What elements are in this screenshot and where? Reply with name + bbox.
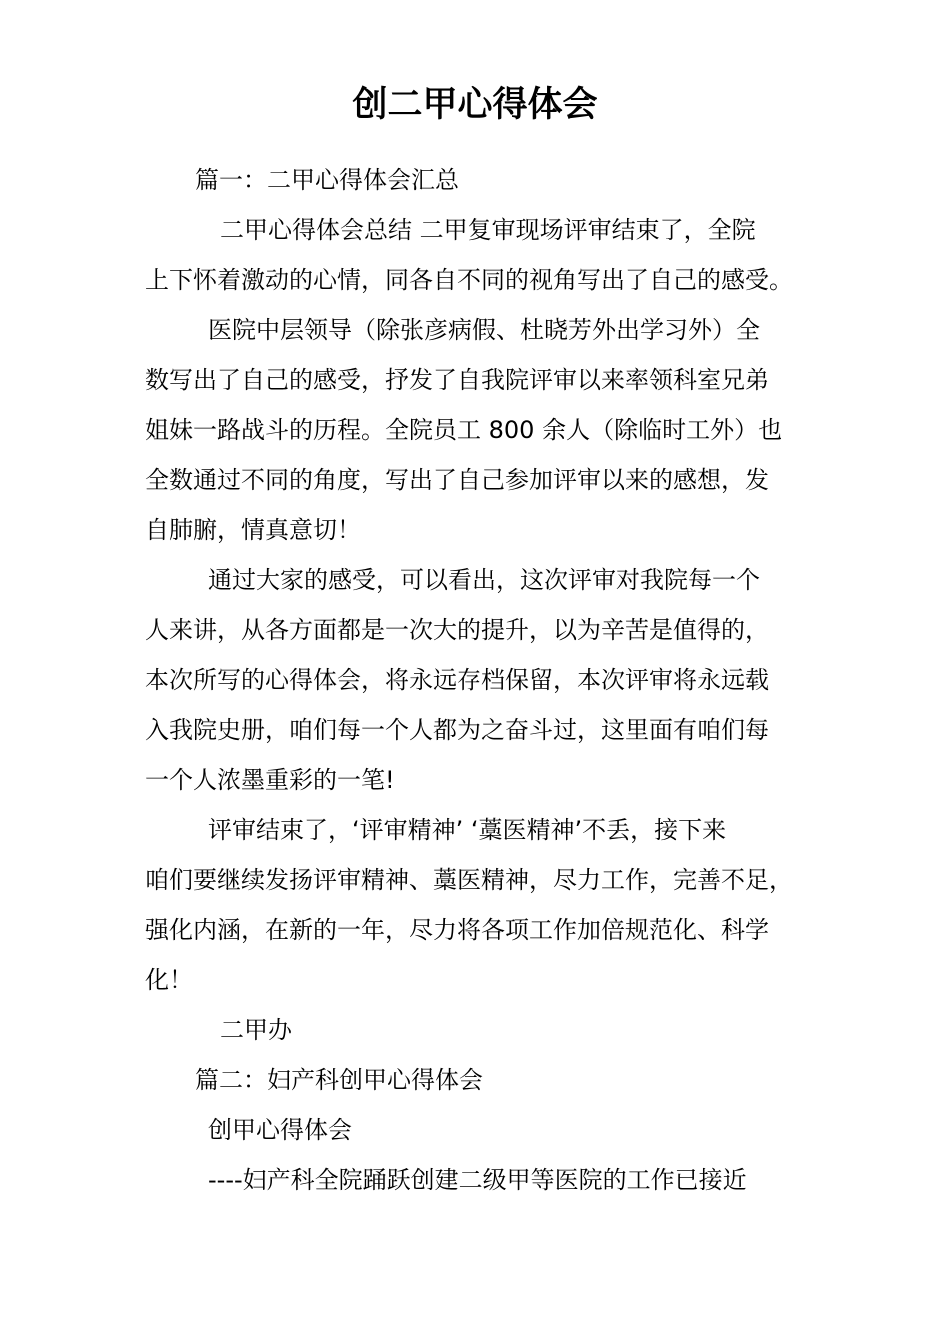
paragraph-line: 强化内涵，在新的一年，尽力将各项工作加倍规范化、科学: [145, 916, 769, 944]
paragraph-line: 本次所写的心得体会，将永远存档保留，本次评审将永远载: [145, 666, 769, 694]
paragraph-line: 医院中层领导（除张彦病假、杜晓芳外出学习外）全: [208, 316, 760, 344]
signature-line: 二甲办: [220, 1016, 292, 1044]
paragraph-line: 化！: [145, 966, 193, 994]
paragraph-line: 通过大家的感受，可以看出，这次评审对我院每一个: [208, 566, 760, 594]
paragraph-line: 上下怀着激动的心情，同各自不同的视角写出了自己的感受。: [145, 266, 793, 294]
section-heading-2: 篇二：妇产科创甲心得体会: [195, 1066, 483, 1094]
paragraph-line: 数写出了自己的感受，抒发了自我院评审以来率领科室兄弟: [145, 366, 769, 394]
section-heading-1: 篇一：二甲心得体会汇总: [195, 166, 459, 194]
paragraph-line: 人来讲，从各方面都是一次大的提升，以为辛苦是值得的，: [145, 616, 769, 644]
paragraph-line: 咱们要继续发扬评审精神、藁医精神，尽力工作，完善不足，: [145, 866, 793, 894]
document-title: 创二甲心得体会: [352, 85, 598, 125]
paragraph-line: 自肺腑，情真意切！: [145, 516, 361, 544]
paragraph-line: ----妇产科全院踊跃创建二级甲等医院的工作已接近: [208, 1166, 747, 1194]
paragraph-line: 姐妹一路战斗的历程。全院员工 800 余人（除临时工外）也: [145, 416, 783, 444]
paragraph-line: 评审结束了，‘评审精神’ ‘藁医精神’不丢，接下来: [208, 816, 727, 844]
subheading: 创甲心得体会: [208, 1116, 352, 1144]
paragraph-line: 二甲心得体会总结 二甲复审现场评审结束了，全院: [220, 216, 756, 244]
paragraph-line: 一个人浓墨重彩的一笔!: [145, 766, 395, 794]
paragraph-line: 入我院史册，咱们每一个人都为之奋斗过，这里面有咱们每: [145, 716, 769, 744]
paragraph-line: 全数通过不同的角度，写出了自己参加评审以来的感想，发: [145, 466, 769, 494]
